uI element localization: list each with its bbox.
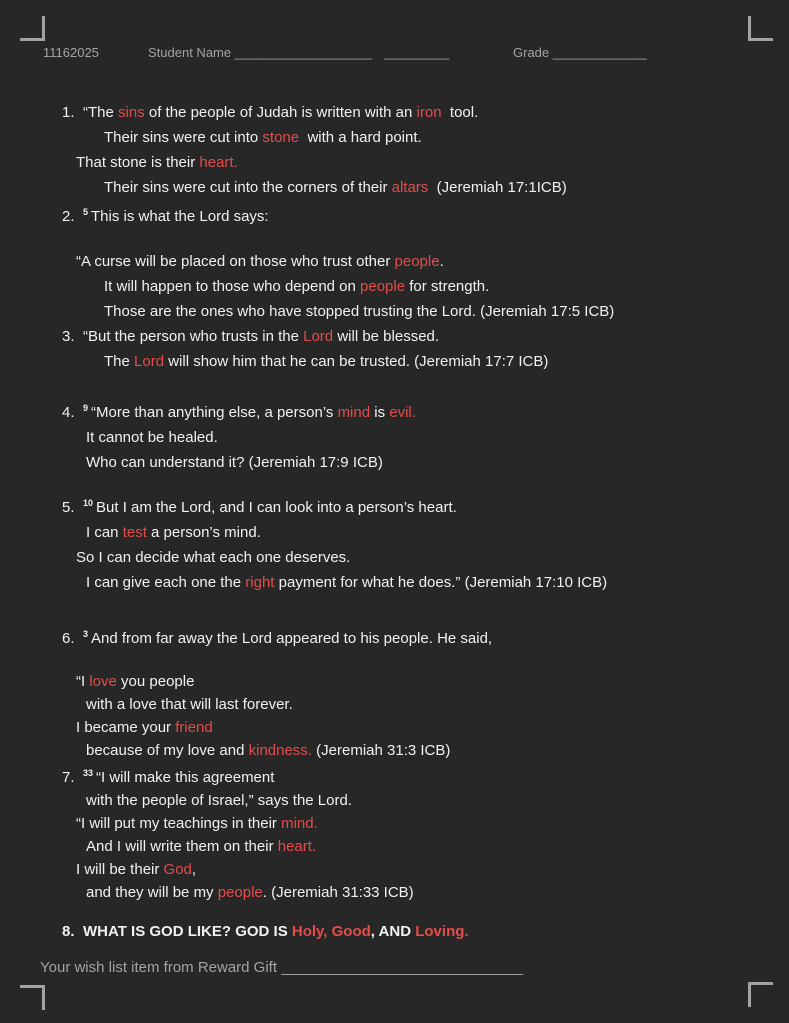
text-segment: Their sins were cut into the corners of their <box>104 179 392 196</box>
student-name-blank-line-1: ___________________ <box>234 45 373 60</box>
text-segment: “I will make this agreement <box>96 769 275 786</box>
text-segment: “A curse will be placed on those who trust other <box>76 253 395 270</box>
verse-number-superscript: 33 <box>83 768 94 778</box>
highlight-word: mind <box>337 404 371 421</box>
item-number: 8. <box>62 923 75 940</box>
text-segment: with a love that will last forever. <box>86 696 293 713</box>
verse-line <box>0 299 789 324</box>
highlight-word: Holy, <box>291 923 328 940</box>
verse-line <box>0 812 789 835</box>
text-segment: Who can understand it? (Jeremiah 17:9 ICB) <box>86 454 383 471</box>
wish-list-blank-line: _____________________________ <box>281 959 524 976</box>
highlight-word: Good <box>331 923 371 940</box>
text-segment: “I <box>76 673 90 690</box>
item-number: 5. <box>62 499 75 516</box>
verse-item <box>0 100 789 200</box>
highlight-word: friend <box>175 719 213 736</box>
text-segment: I can give each one the <box>86 574 246 591</box>
item-number: 6. <box>62 630 75 647</box>
highlight-word: Lord <box>134 353 165 370</box>
verse-line <box>0 150 789 175</box>
grade-field <box>513 45 647 60</box>
student-name-label: Student Name <box>148 45 235 60</box>
text-segment: , <box>191 861 197 878</box>
text-segment: (Jeremiah 17:1ICB) <box>428 179 567 196</box>
crop-mark-top-left-icon <box>20 16 45 41</box>
text-segment: It cannot be healed. <box>86 429 218 446</box>
verse-line <box>0 545 789 570</box>
text-segment: will be blessed. <box>333 328 440 345</box>
highlight-word: God <box>163 861 192 878</box>
verse-line <box>0 100 789 125</box>
text-segment: I became your <box>76 719 176 736</box>
text-segment: (Jeremiah 31:3 ICB) <box>311 742 451 759</box>
highlight-word: Lord <box>303 328 334 345</box>
verse-line <box>0 349 789 374</box>
text-segment: So I can decide what each one deserves. <box>76 549 351 566</box>
item-number: 4. <box>62 404 75 421</box>
verse-list <box>0 100 789 943</box>
item-number: 3. <box>62 328 75 345</box>
verse-item <box>0 920 789 943</box>
verse-line <box>0 425 789 450</box>
verse-number-superscript: 5 <box>83 207 89 217</box>
text-segment: The <box>104 353 135 370</box>
verse-line <box>0 324 789 349</box>
text-segment: “But the person who trusts in the <box>83 328 304 345</box>
text-segment: with a hard point. <box>299 129 422 146</box>
text-segment: And I will write them on their <box>86 838 278 855</box>
verse-line <box>0 693 789 716</box>
text-segment: you people <box>116 673 195 690</box>
highlight-word: evil. <box>389 404 416 421</box>
text-segment: will show him that he can be trusted. (Jeremiah 17:7 ICB) <box>164 353 549 370</box>
text-segment: But I am the Lord, and I can look into a person’s heart. <box>96 499 457 516</box>
wish-list-label: Your wish list item from Reward Gift <box>40 959 282 976</box>
blank-line <box>0 650 789 670</box>
verse-line <box>0 716 789 739</box>
highlight-word: sins <box>118 104 145 121</box>
highlight-word: love <box>89 673 117 690</box>
text-segment: is <box>370 404 390 421</box>
grade-label: Grade <box>513 45 553 60</box>
text-segment: for strength. <box>405 278 490 295</box>
highlight-word: altars <box>391 179 429 196</box>
verse-line <box>0 200 789 229</box>
text-segment: WHAT IS GOD LIKE? GOD IS <box>83 923 292 940</box>
item-number: 2. <box>62 208 75 225</box>
student-name-field <box>148 45 449 60</box>
text-segment: of the people of Judah is written with an <box>144 104 417 121</box>
verse-line <box>0 570 789 595</box>
highlight-word: heart. <box>199 154 238 171</box>
text-segment: That stone is their <box>76 154 200 171</box>
verse-number-superscript: 9 <box>83 403 89 413</box>
crop-mark-bottom-left-icon <box>20 985 45 1010</box>
blank-line <box>0 229 789 249</box>
verse-line <box>0 881 789 904</box>
verse-line <box>0 623 789 650</box>
verse-line <box>0 835 789 858</box>
item-number: 7. <box>62 769 75 786</box>
text-segment: “More than anything else, a person’s <box>91 404 338 421</box>
verse-line <box>0 789 789 812</box>
date-code: 11162025 <box>43 45 99 60</box>
highlight-word: mind. <box>281 815 318 832</box>
verse-line <box>0 249 789 274</box>
verse-item <box>0 762 789 904</box>
highlight-word: Loving. <box>415 923 469 940</box>
verse-item <box>0 623 789 762</box>
text-segment: And from far away the Lord appeared to his people. He said, <box>91 630 493 647</box>
verse-line <box>0 739 789 762</box>
verse-number-superscript: 10 <box>83 498 94 508</box>
text-segment: Their sins were cut into <box>104 129 263 146</box>
text-segment: because of my love and <box>86 742 249 759</box>
highlight-word: iron <box>416 104 442 121</box>
verse-item <box>0 200 789 324</box>
text-segment: a person’s mind. <box>146 524 261 541</box>
highlight-word: heart. <box>277 838 317 855</box>
verse-line <box>0 274 789 299</box>
verse-line <box>0 491 789 520</box>
page-footer <box>40 959 523 976</box>
verse-line <box>0 858 789 881</box>
text-segment: “The <box>83 104 119 121</box>
verse-line <box>0 125 789 150</box>
text-segment: payment for what he does.” (Jeremiah 17:10 ICB) <box>274 574 608 591</box>
verse-line <box>0 520 789 545</box>
verse-item <box>0 324 789 374</box>
text-segment: Those are the ones who have stopped trusting the Lord. (Jeremiah 17:5 ICB) <box>104 303 615 320</box>
verse-line <box>0 762 789 789</box>
text-segment: . <box>439 253 444 270</box>
crop-mark-bottom-right-icon <box>748 982 773 1007</box>
crop-mark-top-right-icon <box>748 16 773 41</box>
text-segment: I can <box>86 524 123 541</box>
text-segment: , AND <box>370 923 416 940</box>
text-segment: This is what the Lord says: <box>91 208 269 225</box>
highlight-word: people <box>217 884 263 901</box>
text-segment: and they will be my <box>86 884 218 901</box>
text-segment: “I will put my teachings in their <box>76 815 282 832</box>
highlight-word: test <box>122 524 147 541</box>
text-segment: . (Jeremiah 31:33 ICB) <box>262 884 414 901</box>
verse-number-superscript: 3 <box>83 629 89 639</box>
grade-blank-line: _____________ <box>552 45 647 60</box>
text-segment: It will happen to those who depend on <box>104 278 361 295</box>
highlight-word: people <box>360 278 406 295</box>
verse-line <box>0 175 789 200</box>
highlight-word: kindness. <box>248 742 312 759</box>
text-segment: tool. <box>441 104 479 121</box>
verse-line <box>0 920 789 943</box>
verse-line <box>0 396 789 425</box>
text-segment: I will be their <box>76 861 164 878</box>
verse-line <box>0 450 789 475</box>
verse-item <box>0 396 789 475</box>
student-name-blank-line-2: _________ <box>384 45 450 60</box>
verse-item <box>0 491 789 595</box>
verse-line <box>0 670 789 693</box>
highlight-word: people <box>394 253 440 270</box>
highlight-word: stone <box>262 129 300 146</box>
text-segment: with the people of Israel,” says the Lord. <box>86 792 352 809</box>
highlight-word: right <box>245 574 275 591</box>
item-number: 1. <box>62 104 75 121</box>
